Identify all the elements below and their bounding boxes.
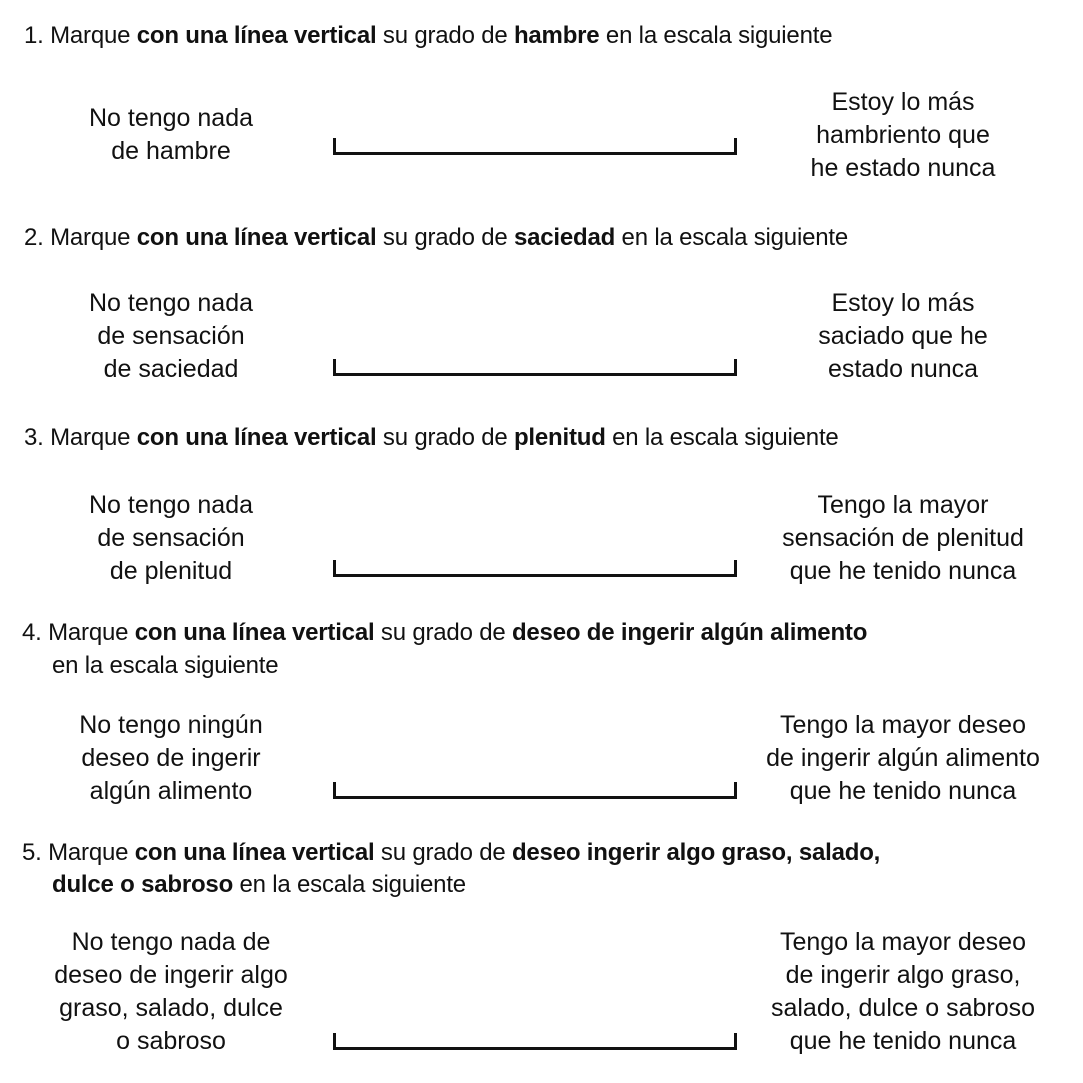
right-anchor-label: Estoy lo más hambriento que he estado nunca (810, 88, 996, 182)
left-anchor-label: No tengo nada de deseo de ingerir algo graso, salado, dulce o sabroso (54, 928, 288, 1055)
scale-topic: dulce o sabroso (52, 871, 234, 898)
left-anchor-label: No tengo nada de sensación de plenitud (88, 491, 254, 585)
question-number: 4. (22, 619, 42, 646)
visual-analog-scale[interactable] (333, 138, 737, 155)
question-5-prompt: 5. Marque con una línea vertical su grado de deseo ingerir algo graso, salado, (22, 839, 881, 866)
visual-analog-scale[interactable] (333, 560, 737, 577)
question-5-prompt-continued: dulce o sabroso en la escala siguiente (52, 871, 466, 898)
left-anchor-label: No tengo ningún deseo de ingerir algún alimento (79, 711, 263, 805)
visual-analog-scale[interactable] (333, 782, 737, 799)
question-1-prompt: 1. Marque con una línea vertical su grado de hambre en la escala siguiente (24, 22, 833, 49)
scale-topic: plenitud (513, 424, 606, 451)
question-2-prompt: 2. Marque con una línea vertical su grado de saciedad en la escala siguiente (24, 224, 848, 251)
left-anchor-label: No tengo nada de sensación de saciedad (88, 289, 254, 383)
question-number: 5. (22, 839, 42, 866)
question-number: 1. (24, 22, 44, 49)
scale-topic: deseo ingerir algo graso, salado, (511, 839, 881, 866)
right-anchor-label: Tengo la mayor deseo de ingerir algo graso, salado, dulce o sabroso que he tenido nunca (770, 928, 1036, 1055)
scale-topic: hambre (513, 22, 600, 49)
right-anchor-label: Tengo la mayor deseo de ingerir algún alimento que he tenido nunca (766, 711, 1040, 805)
visual-analog-scale[interactable] (333, 359, 737, 376)
right-anchor-label: Estoy lo más saciado que he estado nunca (818, 289, 988, 383)
question-number: 2. (24, 224, 44, 251)
right-anchor-label: Tengo la mayor sensación de plenitud que he tenido nunca (782, 491, 1024, 585)
question-number: 3. (24, 424, 44, 451)
left-anchor-label: No tengo nada de hambre (88, 104, 254, 165)
visual-analog-scale[interactable] (333, 1033, 737, 1050)
question-4-prompt: 4. Marque con una línea vertical su grado de deseo de ingerir algún alimento (22, 619, 868, 646)
question-3-prompt: 3. Marque con una línea vertical su grado de plenitud en la escala siguiente (24, 424, 839, 451)
scale-topic: saciedad (513, 224, 616, 251)
question-4-prompt-continued: en la escala siguiente (52, 652, 279, 679)
scale-topic: deseo de ingerir algún alimento (511, 619, 868, 646)
